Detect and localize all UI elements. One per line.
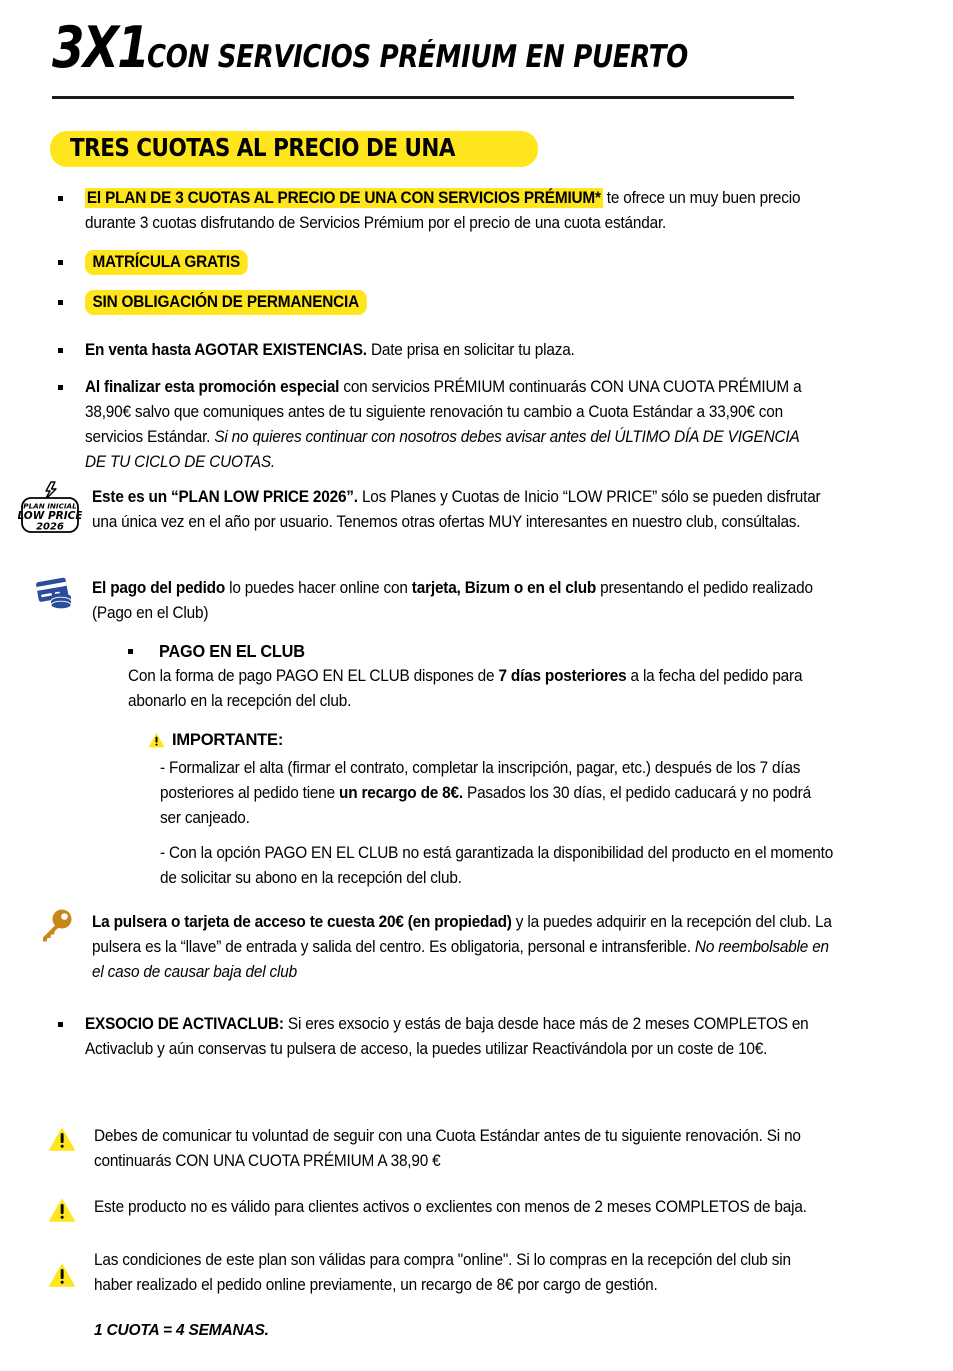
important-item-1 [160,756,880,831]
warning-item-3 [48,1248,883,1298]
warning-text: Debes de comunicar tu voluntad de seguir con una Cuota Estándar antes de tu siguiente renovación. Si no continuarás CON UNA CUOTA PRÉMIUM A 38,90 € [94,1127,801,1170]
pago-club-description [128,664,880,714]
bracelet-paragraph [92,910,892,985]
important-item-2-text: - Con la opción PAGO EN EL CLUB no está garantizada la disponibilidad del producto en el momento de solicitar su abono en la recepción del club. [160,844,834,887]
list-item-sin-permanencia [58,290,870,315]
pago-club-title: PAGO EN EL CLUB [159,641,305,661]
list-item-text [85,250,870,275]
list-item-italic: Si no quieres continuar con nosotros debes avisar antes del ÚLTIMO DÍA DE VIGENCIA DE TU CICLO DE CUOTAS. [85,428,799,471]
list-item-pago-en-el-club [128,639,868,665]
list-item-text [85,375,878,475]
highlight-plan-3-cuotas: El PLAN DE 3 CUOTAS AL PRECIO DE UNA CON SERVICIOS PRÉMIUM* [86,189,601,207]
payment-intro-bold2: tarjeta, Bizum o en el club [411,579,597,597]
bullet-square-icon [58,196,63,201]
list-item-finalizar-promocion [58,375,878,475]
page-header [52,15,812,81]
header-divider [52,96,794,99]
footer-note: 1 CUOTA = 4 SEMANAS. [94,1322,269,1339]
important-item-1-bold: un recargo de 8€. [339,784,463,802]
important-item-2 [160,841,885,891]
payment-paragraph [92,576,892,626]
bullet-square-icon [58,300,63,305]
sub-list-item-title [159,639,868,665]
list-item-text [85,1012,884,1062]
exsocio-bold: EXSOCIO DE ACTIVACLUB: [85,1015,284,1033]
exsocio-rest: Si eres exsocio y estás de baja desde hace más de 2 meses COMPLETOS en Activaclub y aún conservas tu pulsera de acceso, la puedes utilizar Reactivándola por un coste de 10€. [85,1015,809,1058]
list-item-exsocio [58,1012,884,1062]
warning-triangle-icon [48,1262,76,1288]
payment-intro-end: presentando el pedido realizado (Pago en el Club) [92,579,813,622]
list-item-rest: te ofrece un muy buen precio durante 3 cuotas disfrutando de Servicios Prémium por el precio de una cuota estándar. [85,189,801,232]
low-price-bold: Este es un “PLAN LOW PRICE 2026”. [92,488,358,506]
bullet-square-icon [58,1022,63,1027]
key-icon-slot [37,908,77,951]
page-title-subtitle: CON SERVICIOS PRÉMIUM EN PUERTO [147,39,689,75]
page-title [52,15,812,81]
list-item-bold: En venta hasta AGOTAR EXISTENCIAS. [85,341,367,359]
low-price-badge-icon [18,480,82,541]
important-item-1b: Pasados los 30 días, el pedido caducará y no podrá ser canjeado. [160,784,811,827]
status-badge-tres-cuotas [50,131,538,167]
bullet-square-icon [58,348,63,353]
pago-club-text-a: Con la forma de pago PAGO EN EL CLUB dispones de [128,667,499,685]
important-header [148,728,283,753]
badge-line-2: LOW PRICE [18,510,82,522]
list-item-bold: Al finalizar esta promoción especial [85,378,340,396]
low-price-paragraph [92,485,882,535]
list-item-agotar-existencias [58,338,870,363]
payment-intro-mid: lo puedes hacer online con [225,579,412,597]
bracelet-rest: y la puedes adquirir en la recepción del club. La pulsera es la “llave” de entrada y salida del centro. Es obligatoria, personal e intransferible. [92,913,832,956]
list-item-matricula-gratis [58,250,870,275]
page-title-3x1: 3X1 [52,15,149,81]
bracelet-italic: No reembolsable en el caso de causar baja del club [92,938,829,981]
list-item-text [85,290,870,315]
highlight-sin-permanencia: SIN OBLIGACIÓN DE PERMANENCIA [85,290,366,315]
low-price-rest: Los Planes y Cuotas de Inicio “LOW PRICE” sólo se pueden disfrutar una única vez en el año por usuario. Tenemos otras ofertas MUY interesantes en nuestro club, consúltalas. [92,488,821,531]
important-item-1a: - Formalizar el alta (firmar el contrato, completar la inscripción, pagar, etc.) después de los 7 días posteriores al pedido tiene [160,759,801,802]
badge-line-3: 2026 [36,521,64,533]
list-item-text [85,338,870,363]
pago-club-text-b: a la fecha del pedido para abonarlo en la recepción del club. [128,667,803,710]
key-icon [37,908,77,946]
bracelet-bold: La pulsera o tarjeta de acceso te cuesta 20€ (en propiedad) [92,913,512,931]
highlight-matricula-gratis: MATRÍCULA GRATIS [85,250,248,275]
payment-intro-bold: El pago del pedido [92,579,226,597]
warning-text: Este producto no es válido para clientes activos o exclientes con menos de 2 meses COMPLETOS de baja. [94,1198,807,1216]
bullet-square-icon [58,260,63,265]
pago-club-text-bold: 7 días posteriores [498,667,627,685]
list-item-rest: Date prisa en solicitar tu plaza. [366,341,575,359]
list-item-text [85,186,870,236]
status-badge-label: TRES CUOTAS AL PRECIO DE UNA [70,133,456,162]
warning-item-2 [48,1195,883,1223]
list-item-rest: con servicios PRÉMIUM continuarás CON UNA CUOTA PRÉMIUM a 38,90€ salvo que comuniques antes de tu siguiente renovación tu cambio a Cuota Estándar a 33,90€ con servicios Estándar. [85,378,802,446]
bullet-square-icon [128,649,133,654]
warning-triangle-icon [148,732,165,748]
credit-card-coins-icon [36,575,78,613]
bullet-square-icon [58,385,63,390]
warning-item-1 [48,1124,883,1174]
payment-icon-slot [36,575,78,618]
important-label: IMPORTANTE: [172,731,284,749]
warning-triangle-icon [48,1197,76,1223]
lightning-badge-icon [18,480,82,536]
warning-text: Las condiciones de este plan son válidas para compra "online". Si lo compras en la recepción del club sin haber realizado el pedido online previamente, un recargo de 8€ por cargo de gestión. [94,1251,791,1294]
badge-line-1: PLAN INICIAL [23,501,77,511]
list-item-plan-3-cuotas [58,186,870,236]
warning-triangle-icon [48,1126,76,1152]
